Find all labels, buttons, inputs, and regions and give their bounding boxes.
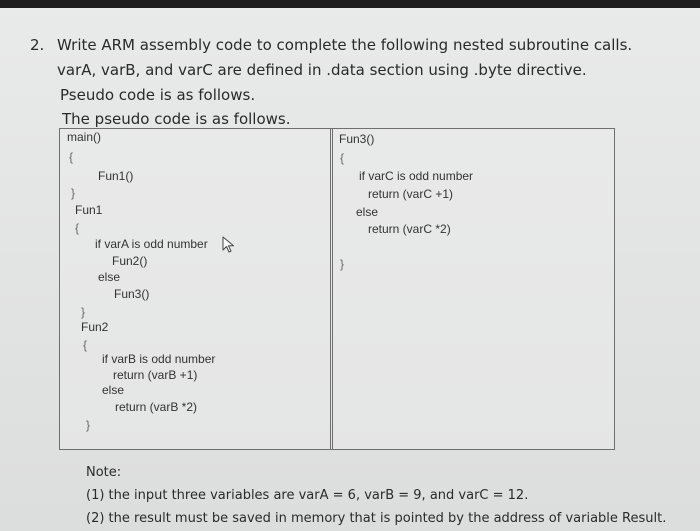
top-dark-bar	[0, 0, 700, 8]
code-fun3-label: Fun3()	[339, 132, 375, 146]
code-if-varb: if varB is odd number	[102, 352, 216, 366]
table-divider	[330, 128, 333, 450]
code-else-3: else	[356, 205, 379, 219]
code-if-vara: if varA is odd number	[95, 237, 208, 251]
mouse-pointer-icon	[222, 236, 236, 254]
code-return-varc-plus: return (varC +1)	[368, 187, 454, 201]
code-fun3-open: {	[340, 151, 345, 165]
code-fun1-close: }	[81, 305, 86, 319]
code-else-2: else	[102, 383, 125, 397]
code-else-1: else	[98, 270, 121, 284]
code-return-varc-times: return (varC *2)	[368, 222, 451, 236]
code-main-close: }	[71, 186, 76, 200]
code-return-varb-times: return (varB *2)	[115, 400, 198, 414]
code-fun2-close: }	[86, 418, 91, 432]
code-if-varc: if varC is odd number	[359, 169, 474, 183]
note-item-1: (1) the input three variables are varA = 6, varB = 9, and varC = 12.	[86, 488, 529, 503]
code-fun1-open: {	[75, 221, 80, 235]
code-fun3-close: }	[340, 257, 345, 271]
question-line-4: The pseudo code is as follows.	[62, 110, 291, 128]
code-fun2-open: {	[83, 338, 88, 352]
code-fun1-call: Fun1()	[98, 169, 134, 183]
question-line-1: Write ARM assembly code to complete the following nested subroutine calls.	[57, 36, 633, 54]
code-main-open: {	[69, 150, 74, 164]
code-return-varb-plus: return (varB +1)	[113, 368, 198, 382]
question-line-3: Pseudo code is as follows.	[60, 86, 256, 104]
note-title: Note:	[86, 465, 122, 480]
code-fun3-call: Fun3()	[114, 287, 150, 301]
question-number: 2.	[30, 36, 45, 54]
question-line-2: varA, varB, and varC are defined in .data section using .byte directive.	[57, 61, 587, 79]
code-main: main()	[67, 130, 102, 144]
code-fun2-label: Fun2	[81, 320, 109, 334]
code-fun1-label: Fun1	[75, 203, 103, 217]
code-fun2-call: Fun2()	[112, 254, 148, 268]
note-item-2: (2) the result must be saved in memory that is pointed by the address of variable Result.	[86, 511, 667, 526]
